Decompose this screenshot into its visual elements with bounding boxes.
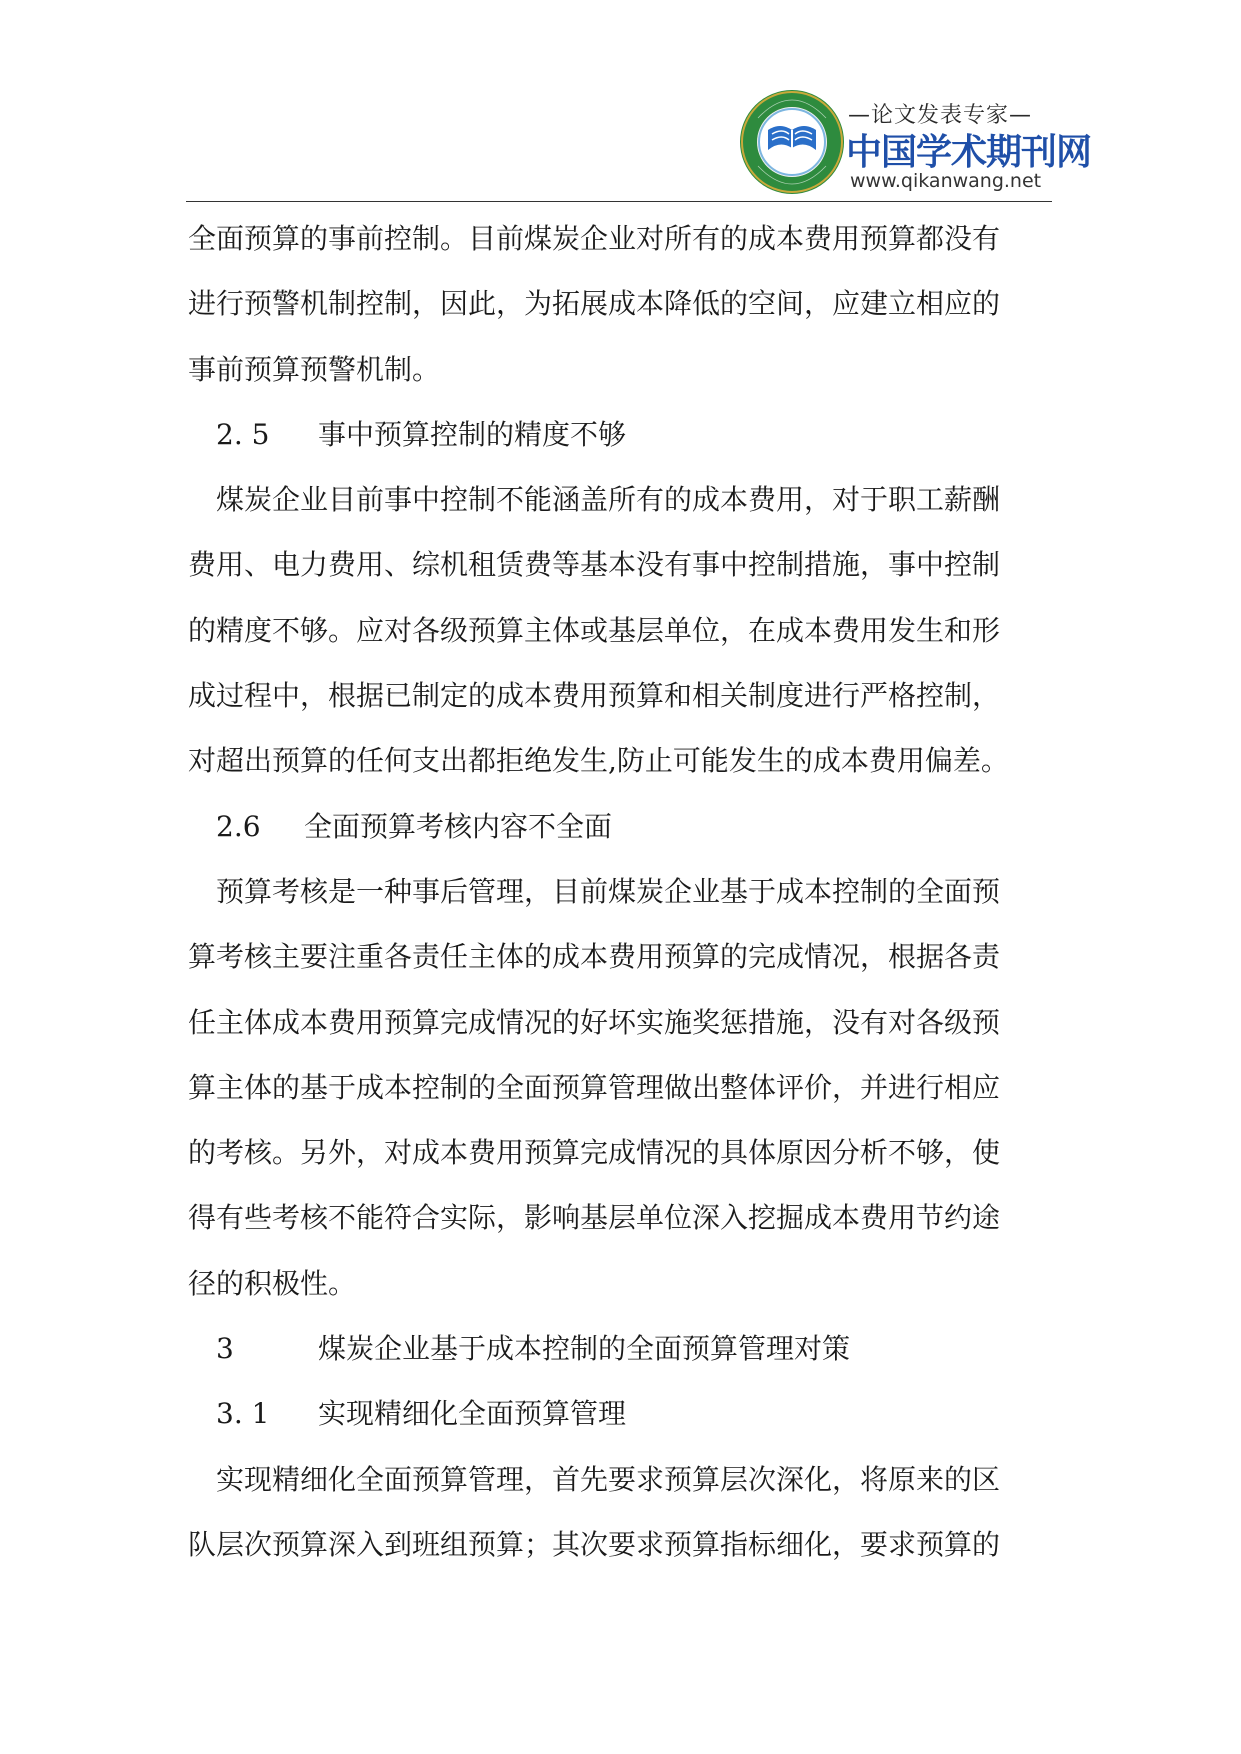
- text-line: 得有些考核不能符合实际，影响基层单位深入挖掘成本费用节约途: [188, 1201, 1001, 1235]
- text-line: 事前预算预警机制。: [188, 352, 441, 386]
- paragraph: [188, 866, 1048, 1323]
- section-number: 3: [216, 1332, 234, 1366]
- section-title: 事中预算控制的精度不够: [318, 417, 627, 451]
- text-line: 实现精细化全面预算管理，首先要求预算层次深化，将原来的区: [216, 1462, 1001, 1496]
- text-line: 算考核主要注重各责任主体的成本费用预算的完成情况，根据各责: [188, 940, 1001, 974]
- text-line: 对超出预算的任何支出都拒绝发生,防止可能发生的成本费用偏差。: [188, 744, 1009, 778]
- paragraph: [188, 1454, 1048, 1585]
- text-line: 进行预警机制控制，因此，为拓展成本降低的空间，应建立相应的: [188, 287, 1001, 321]
- section-heading-2-6: [188, 801, 1048, 866]
- section-number: 3. 1: [216, 1397, 270, 1431]
- text-line: 队层次预算深入到班组预算；其次要求预算指标细化，要求预算的: [188, 1527, 1001, 1561]
- text-line: 的考核。另外，对成本费用预算完成情况的具体原因分析不够，使: [188, 1136, 1001, 1170]
- text-line: 成过程中，根据已制定的成本费用预算和相关制度进行严格控制，: [188, 679, 1001, 713]
- section-title: 全面预算考核内容不全面: [304, 809, 613, 843]
- section-number: 2.6: [216, 809, 261, 843]
- logo-site-name: 中国学术期刊网: [846, 132, 1092, 173]
- page-header: [0, 0, 1241, 205]
- section-number: 2. 5: [216, 417, 270, 451]
- text-line: 任主体成本费用预算完成情况的好坏实施奖惩措施，没有对各级预: [188, 1005, 1001, 1039]
- text-line: 的精度不够。应对各级预算主体或基层单位，在成本费用发生和形: [188, 613, 1001, 647]
- document-body: [188, 213, 1048, 1584]
- section-heading-3: [188, 1323, 1048, 1388]
- text-line: 费用、电力费用、综机租赁费等基本没有事中控制措施，事中控制: [188, 548, 1001, 582]
- header-divider: [186, 201, 1052, 202]
- logo-slogan: —论文发表专家—: [848, 103, 1033, 128]
- text-line: 径的积极性。: [188, 1266, 357, 1300]
- section-title: 煤炭企业基于成本控制的全面预算管理对策: [318, 1332, 851, 1366]
- section-heading-3-1: [188, 1388, 1048, 1453]
- paragraph: [188, 474, 1048, 800]
- text-line: 算主体的基于成本控制的全面预算管理做出整体评价，并进行相应: [188, 1070, 1001, 1104]
- logo-url: www.qikanwang.net: [850, 170, 1042, 192]
- text-line: 预算考核是一种事后管理，目前煤炭企业基于成本控制的全面预: [216, 874, 1001, 908]
- paragraph: [188, 213, 1048, 409]
- section-heading-2-5: [188, 409, 1048, 474]
- text-line: 煤炭企业目前事中控制不能涵盖所有的成本费用，对于职工薪酬: [216, 483, 1001, 517]
- qikanwang-seal-logo: [738, 88, 846, 196]
- text-line: 全面预算的事前控制。目前煤炭企业对所有的成本费用预算都没有: [188, 222, 1001, 255]
- section-title: 实现精细化全面预算管理: [318, 1397, 627, 1431]
